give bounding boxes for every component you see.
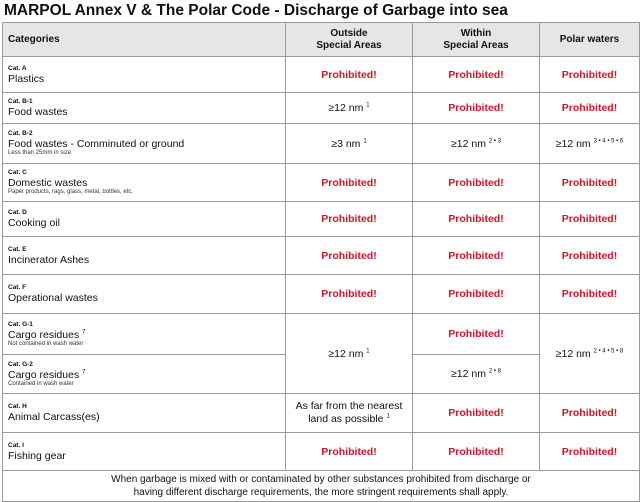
outside-cell xyxy=(286,202,413,237)
prohibited-text: Prohibited! xyxy=(448,176,504,189)
table-row xyxy=(3,275,640,314)
category-name: Incinerator Ashes xyxy=(8,253,90,266)
prohibited-text: Prohibited! xyxy=(561,445,618,458)
outside-cell xyxy=(286,237,413,275)
prohibited-text: Prohibited! xyxy=(448,249,504,262)
footnote-ref: 2 • 8 xyxy=(488,368,501,375)
table-row xyxy=(3,57,640,93)
category-code: Cat. G-2 xyxy=(8,360,33,368)
table-row xyxy=(3,124,640,164)
footnote-ref: 1 xyxy=(366,348,370,354)
header-within-line1: Within xyxy=(460,27,492,39)
category-cell xyxy=(3,355,286,394)
prohibited-text: Prohibited! xyxy=(561,288,618,300)
header-outside-special-areas xyxy=(286,23,413,57)
note-line1: When garbage is mixed with or contaminated by other substances prohibited from discharge or xyxy=(111,474,531,485)
prohibited-text: Prohibited! xyxy=(561,249,618,262)
outside-cell xyxy=(286,164,413,202)
distance-value: ≥12 nm xyxy=(555,347,591,360)
prohibited-text: Prohibited! xyxy=(448,213,504,225)
category-cell xyxy=(3,394,286,433)
prohibited-text: Prohibited! xyxy=(448,328,504,340)
outside-cell xyxy=(286,433,413,471)
polar-cell xyxy=(540,202,640,237)
outside-cell xyxy=(286,124,413,164)
category-note: Not contained in wash water xyxy=(8,340,84,347)
category-cell xyxy=(3,314,286,355)
table-row xyxy=(3,93,640,124)
distance-value: ≥3 nm xyxy=(331,137,361,150)
note-line2: having different discharge requirements, the more stringent requirements shall apply. xyxy=(133,487,509,498)
prohibited-text: Prohibited! xyxy=(448,407,504,419)
prohibited-text: Prohibited! xyxy=(448,102,504,114)
footnote-ref: 1 xyxy=(363,138,367,144)
polar-cell xyxy=(540,124,640,164)
polar-cell xyxy=(540,394,640,433)
within-cell xyxy=(413,202,540,237)
category-code: Cat. B-2 xyxy=(8,130,33,137)
distance-value: ≥12 nm xyxy=(451,137,486,150)
category-name: Plastics xyxy=(8,72,45,85)
footnote-ref: 3 • 4 • 5 • 6 xyxy=(593,138,624,144)
table-row xyxy=(3,164,640,202)
polar-cell xyxy=(540,275,640,314)
polar-cell xyxy=(540,93,640,124)
table-header-row xyxy=(3,23,640,57)
category-cell xyxy=(3,164,286,202)
category-code: Cat. H xyxy=(8,403,27,410)
prohibited-text: Prohibited! xyxy=(321,288,377,300)
category-code: Cat. C xyxy=(8,169,27,176)
category-cell xyxy=(3,275,286,314)
category-cell xyxy=(3,57,286,93)
prohibited-text: Prohibited! xyxy=(321,176,377,189)
polar-cell-merged-g xyxy=(540,314,640,394)
category-name: Animal Carcass(es) xyxy=(8,411,100,423)
category-name-text: Cargo residues xyxy=(8,328,80,341)
category-code: Cat. A xyxy=(8,64,27,72)
category-cell xyxy=(3,433,286,471)
outside-cell xyxy=(286,57,413,93)
category-cell xyxy=(3,124,286,164)
within-cell xyxy=(413,57,540,93)
header-categories: Categories xyxy=(3,23,286,57)
within-cell xyxy=(413,355,540,394)
footnote-ref: 2 • 3 xyxy=(488,138,501,144)
header-outside-line2: Special Areas xyxy=(316,39,382,51)
table-row xyxy=(3,237,640,275)
distance-value: ≥12 nm xyxy=(328,347,364,360)
footnote-ref: 7 xyxy=(82,369,86,375)
outside-text-line2: land as possible xyxy=(308,413,384,425)
outside-cell xyxy=(286,394,413,433)
distance-value: ≥12 nm xyxy=(555,137,591,150)
category-code: Cat. B-1 xyxy=(8,98,33,105)
footnote-ref: 1 xyxy=(366,102,370,109)
category-name-text: Cargo residues xyxy=(8,368,80,381)
category-name: Domestic wastes xyxy=(8,177,88,189)
footnote-ref: 1 xyxy=(386,413,390,420)
prohibited-text: Prohibited! xyxy=(321,249,377,262)
within-cell xyxy=(413,164,540,202)
header-within-line2: Special Areas xyxy=(443,39,509,51)
category-note: Contained in wash water xyxy=(8,380,74,387)
prohibited-text: Prohibited! xyxy=(561,102,618,114)
within-cell xyxy=(413,314,540,355)
category-note: Paper products, rags, glass, metal, bottles, etc. xyxy=(8,189,134,195)
within-cell xyxy=(413,124,540,164)
header-outside-line1: Outside xyxy=(330,27,368,39)
category-name: Food wastes - Comminuted or ground xyxy=(8,138,185,150)
garbage-discharge-table xyxy=(2,22,640,502)
outside-cell xyxy=(286,93,413,124)
page-title: MARPOL Annex V & The Polar Code - Discharge of Garbage into sea xyxy=(4,2,508,19)
polar-cell xyxy=(540,57,640,93)
prohibited-text: Prohibited! xyxy=(321,68,377,81)
outside-cell-merged-g xyxy=(286,314,413,394)
within-cell xyxy=(413,93,540,124)
within-cell xyxy=(413,237,540,275)
category-code: Cat. E xyxy=(8,245,27,253)
prohibited-text: Prohibited! xyxy=(561,213,618,225)
distance-value: ≥12 nm xyxy=(328,102,364,114)
polar-cell xyxy=(540,433,640,471)
category-code: Cat. F xyxy=(8,284,27,291)
prohibited-text: Prohibited! xyxy=(448,445,504,458)
table-row xyxy=(3,433,640,471)
within-cell xyxy=(413,394,540,433)
header-polar-waters: Polar waters xyxy=(540,23,640,57)
category-name xyxy=(8,329,285,341)
category-note: Less than 25mm in size xyxy=(8,150,72,156)
category-name: Fishing gear xyxy=(8,449,66,462)
table-row xyxy=(3,314,640,355)
outside-cell xyxy=(286,275,413,314)
category-code: Cat. D xyxy=(8,209,27,216)
polar-cell xyxy=(540,164,640,202)
category-name: Cooking oil xyxy=(8,217,60,229)
within-cell xyxy=(413,275,540,314)
footnote-ref: 7 xyxy=(82,329,86,335)
table-row xyxy=(3,394,640,433)
category-name: Operational wastes xyxy=(8,292,98,304)
category-name xyxy=(8,369,285,381)
prohibited-text: Prohibited! xyxy=(321,213,377,225)
table-row xyxy=(3,202,640,237)
prohibited-text: Prohibited! xyxy=(561,176,618,189)
footnote-ref: 2 • 4 • 5 • 8 xyxy=(593,348,624,354)
outside-text-line1: As far from the nearest xyxy=(295,400,403,412)
category-name: Food wastes xyxy=(8,106,68,118)
category-code: Cat. G-1 xyxy=(8,320,33,328)
within-cell xyxy=(413,433,540,471)
prohibited-text: Prohibited! xyxy=(448,288,504,300)
prohibited-text: Prohibited! xyxy=(321,445,377,458)
category-cell xyxy=(3,202,286,237)
distance-value: ≥12 nm xyxy=(451,368,486,380)
category-cell xyxy=(3,237,286,275)
category-code: Cat. I xyxy=(8,441,24,449)
header-within-special-areas xyxy=(413,23,540,57)
prohibited-text: Prohibited! xyxy=(561,407,618,419)
prohibited-text: Prohibited! xyxy=(561,68,618,81)
category-cell xyxy=(3,93,286,124)
prohibited-text: Prohibited! xyxy=(448,68,504,81)
polar-cell xyxy=(540,237,640,275)
